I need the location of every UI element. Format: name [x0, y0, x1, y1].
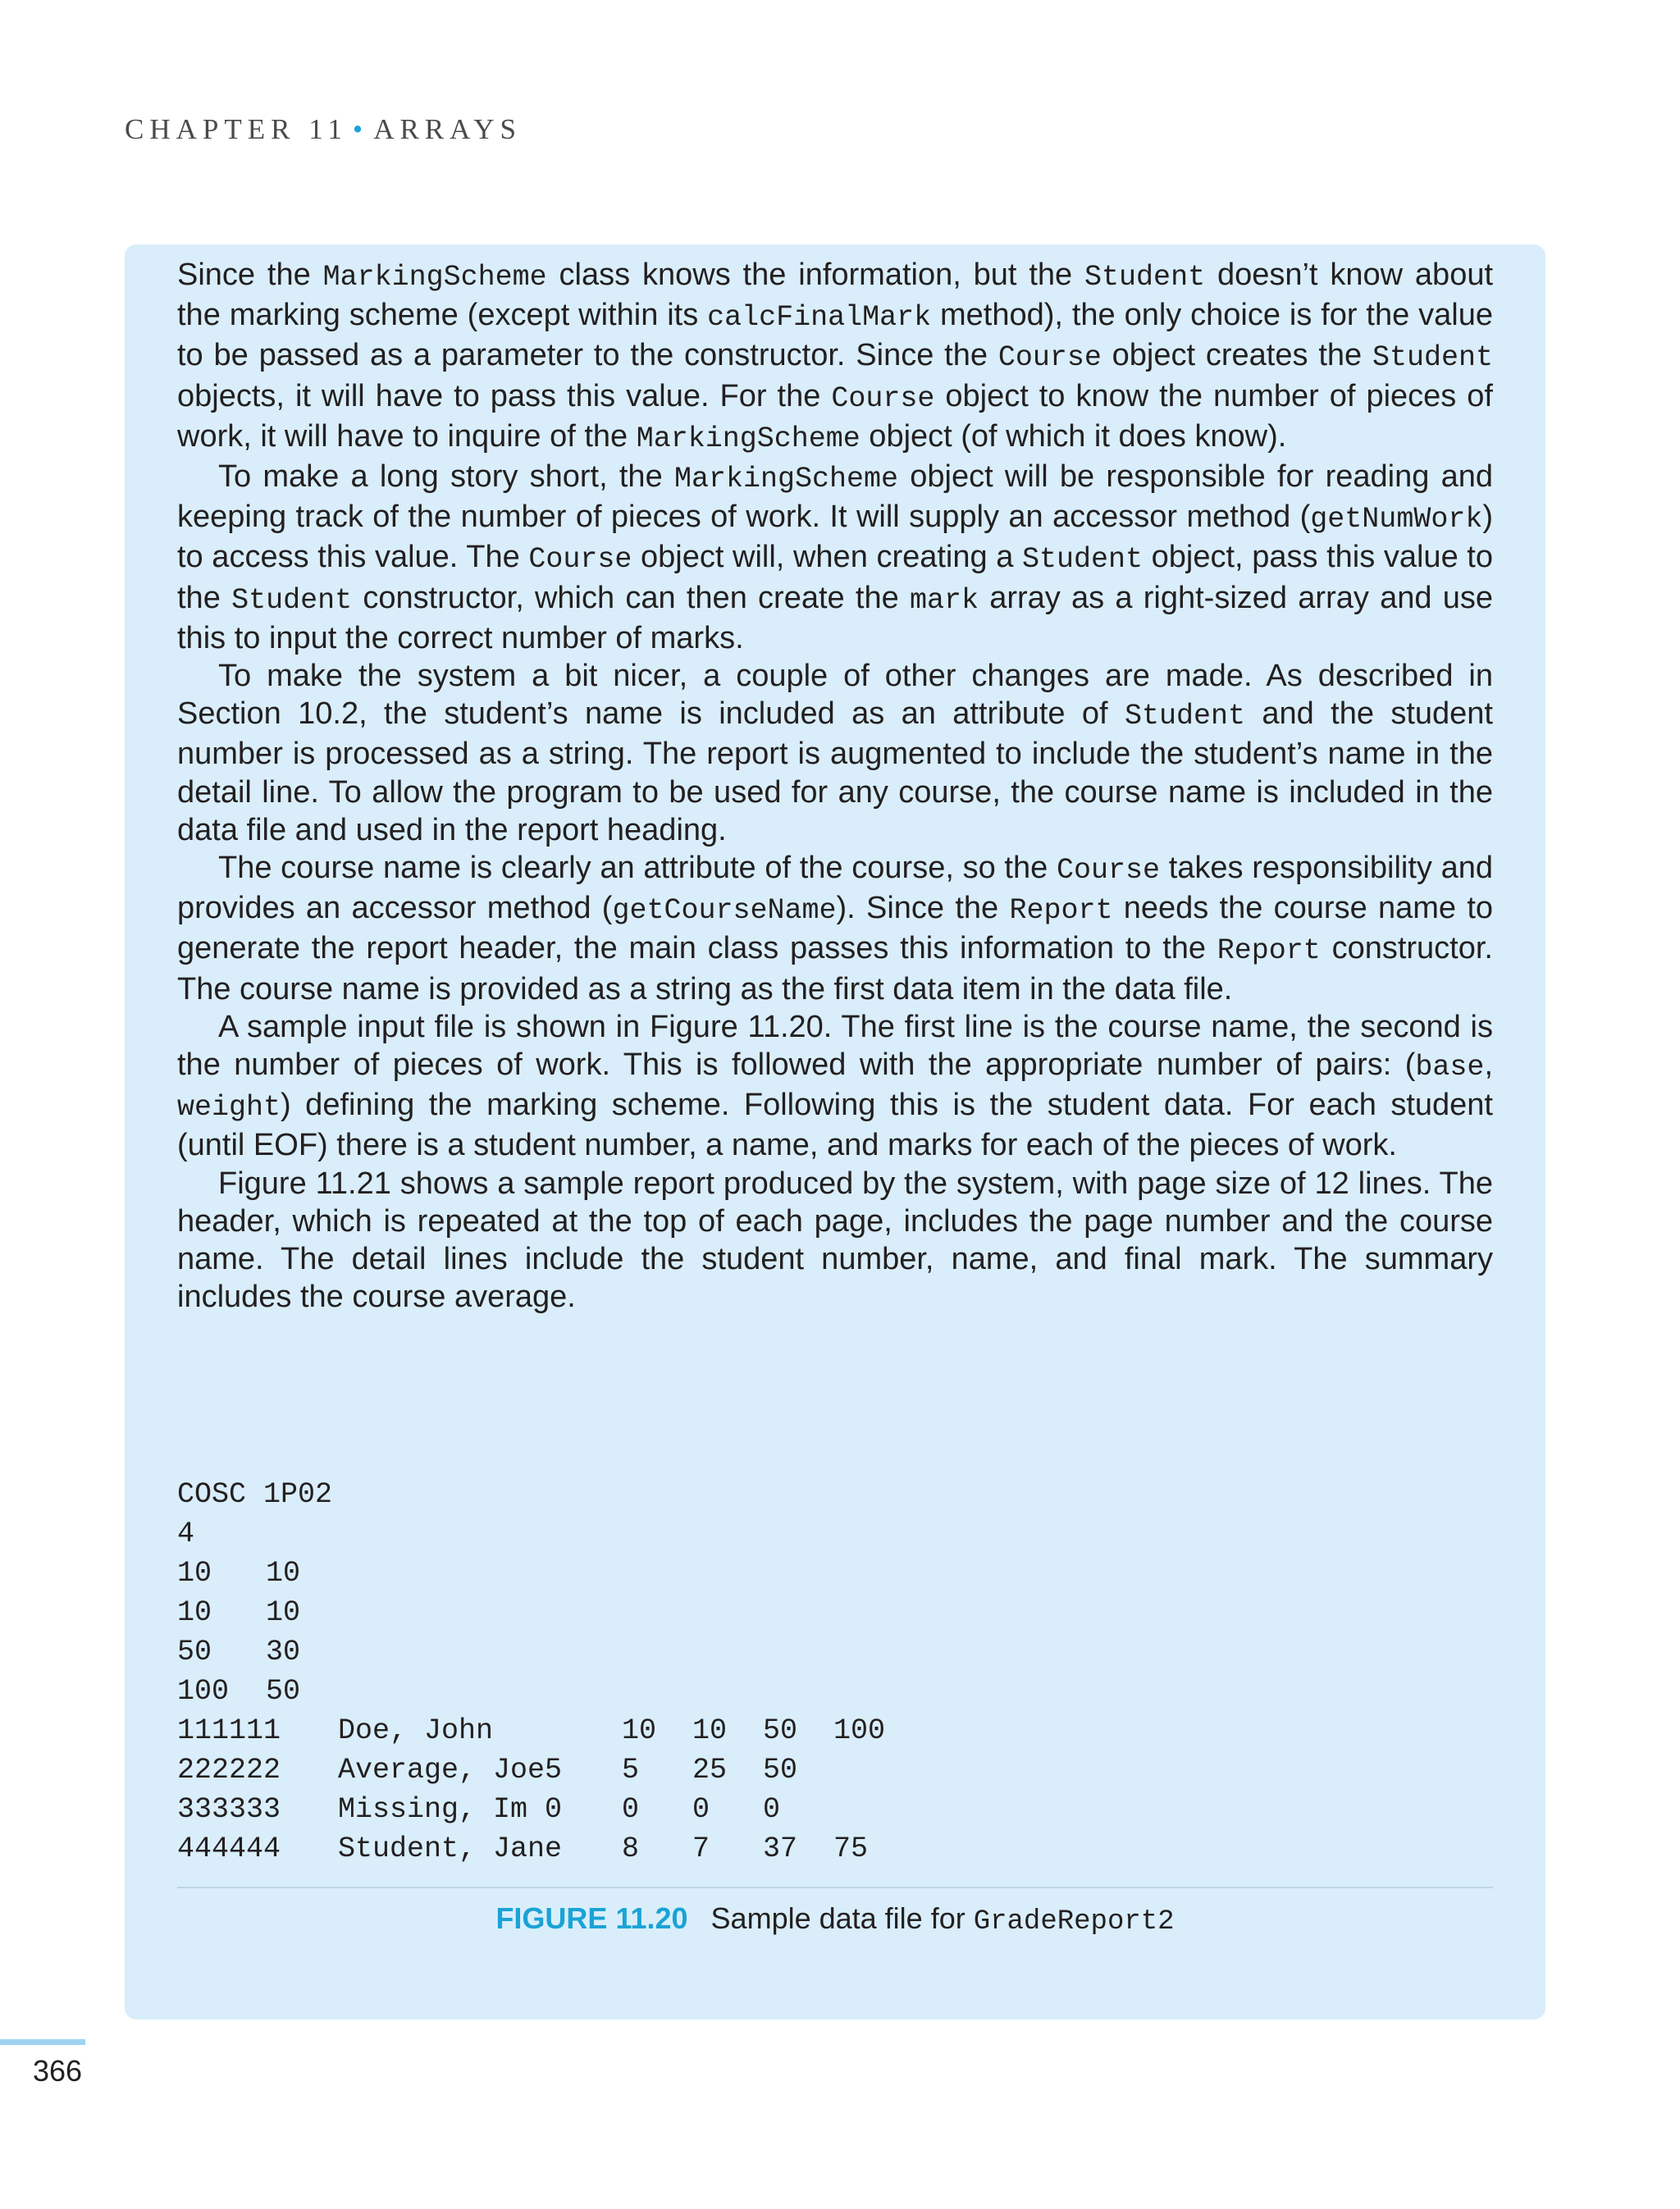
inline-code: Course [998, 341, 1102, 375]
body-text [177, 256, 1493, 1316]
student-name: Missing, Im 0 [338, 1793, 563, 1826]
inline-code: MarkingScheme [636, 422, 861, 455]
body-paragraph [177, 657, 1493, 849]
text-run: class knows the information, but the [546, 258, 1085, 292]
inline-code: Student [1084, 261, 1206, 294]
text-run: array as a right-sized array and use this to input the correct number of marks. [177, 580, 1493, 655]
text-run: constructor, which can then create the [352, 580, 910, 615]
text-run: object will, when creating a [632, 540, 1022, 575]
student-mark: 0 [622, 1793, 640, 1826]
text-run: To make the system a bit nicer, a couple of other changes are made. As described in Section 10.2, the student’s name is included as an attribute of [177, 659, 1493, 732]
text-run: ) to access this value. The [177, 500, 1493, 575]
student-mark: 0 [763, 1793, 781, 1826]
text-run: object to know the number of pieces of work, it will have to inquire of the [177, 378, 1493, 454]
inline-code: mark [909, 583, 979, 617]
student-mark: 7 [692, 1832, 710, 1865]
student-mark: 37 [763, 1832, 798, 1865]
data-line-student [177, 1750, 798, 1790]
text-run: Since the [177, 258, 323, 292]
text-run: , [1484, 1047, 1493, 1083]
data-line-scheme [177, 1672, 332, 1711]
text-run: object, pass this value to the [177, 540, 1494, 615]
figure-label: FIGURE 11.20 [495, 1901, 688, 1935]
scheme-weight: 10 [266, 1596, 301, 1629]
body-paragraph [177, 256, 1493, 458]
data-line-student [177, 1711, 886, 1750]
student-mark: 0 [692, 1793, 710, 1826]
text-run: ) defining the marking scheme. Following this is the student data. For each student (until EOF) there is a student number, a name, and marks for each of the pieces of work. [177, 1088, 1493, 1163]
student-mark: 10 [692, 1714, 728, 1747]
inline-code: calcFinalMark [707, 301, 932, 335]
student-name: Student, Jane [338, 1832, 563, 1865]
text-run: doesn’t know about the marking scheme (except within its [177, 258, 1494, 333]
student-mark: 5 [622, 1754, 640, 1787]
text-run: constructor. The course name is provided as a string as the first data item in the data file. [177, 931, 1493, 1006]
text-run: ). Since the [836, 891, 1010, 926]
text-run: object creates the [1101, 338, 1372, 373]
inline-code: Report [1009, 894, 1113, 928]
text-run: object (of which it does know). [860, 418, 1287, 454]
inline-code: Student [231, 583, 353, 617]
running-head [125, 113, 522, 146]
sample-data-file [177, 1475, 886, 1869]
scheme-base: 10 [177, 1557, 212, 1590]
text-run: object will be responsible for reading and keeping track of the number of pieces of work. It will supply an accessor method ( [177, 459, 1493, 535]
figure-caption-text: Sample data file for [710, 1901, 974, 1935]
text-run: needs the course name to generate the report header, the main class passes this information to the [177, 891, 1494, 966]
data-line-student [177, 1790, 781, 1829]
page-number-tab [0, 2039, 85, 2045]
inline-code: MarkingScheme [673, 463, 898, 496]
text-run: To make a long story short, the [218, 459, 674, 495]
inline-code: Student [1022, 543, 1144, 577]
chapter-title: ARRAYS [373, 113, 522, 145]
body-paragraph [177, 1165, 1493, 1317]
student-mark: 75 [833, 1832, 869, 1865]
student-mark: 8 [622, 1832, 640, 1865]
text-run: The course name is clearly an attribute of the course, so the [218, 851, 1057, 886]
inline-code: getCourseName [612, 894, 837, 928]
text-run: and the student number is processed as a string. The report is augmented to include the student’s name in the detail line. To allow the program to be used for any course, the course name is included in the data file and used in the report heading. [177, 696, 1493, 847]
student-name: Average, Joe5 [338, 1754, 563, 1787]
inline-code: Student [1372, 341, 1493, 375]
student-mark: 50 [763, 1714, 798, 1747]
student-mark: 100 [833, 1714, 886, 1747]
body-paragraph [177, 458, 1493, 657]
student-number: 111111 [177, 1714, 281, 1747]
inline-code: weight [177, 1091, 281, 1125]
caption-divider [177, 1887, 1493, 1888]
separator-dot: • [352, 113, 369, 145]
inline-code: Report [1217, 934, 1321, 968]
student-mark: 50 [763, 1754, 798, 1787]
chapter-label: CHAPTER 11 [125, 113, 348, 145]
data-line-student [177, 1829, 869, 1869]
inline-code: Course [528, 543, 632, 577]
scheme-weight: 30 [266, 1636, 301, 1668]
student-mark: 25 [692, 1754, 728, 1787]
data-line-num-work: 4 [177, 1518, 195, 1550]
inline-code: getNumWork [1310, 503, 1483, 536]
figure-caption-code: GradeReport2 [973, 1906, 1175, 1937]
student-number: 222222 [177, 1754, 281, 1787]
page-number: 366 [33, 2054, 83, 2088]
data-line-scheme [177, 1593, 332, 1632]
inline-code: Course [831, 381, 935, 415]
content-panel [125, 244, 1545, 2020]
text-run: method), the only choice is for the value to be passed as a parameter to the constructor. Since the [177, 298, 1493, 373]
scheme-weight: 50 [266, 1675, 301, 1708]
inline-code: base [1415, 1051, 1485, 1084]
data-line-scheme [177, 1554, 332, 1593]
body-paragraph [177, 849, 1493, 1008]
student-number: 333333 [177, 1793, 281, 1826]
text-run: A sample input file is shown in Figure 11.20. The first line is the course name, the second is the number of pieces of work. This is followed with the appropriate number of pairs: ( [177, 1009, 1493, 1083]
text-run: objects, it will have to pass this value. For the [177, 378, 832, 413]
student-name: Doe, John [338, 1714, 494, 1747]
inline-code: Student [1124, 700, 1246, 733]
data-line-course: COSC 1P02 [177, 1478, 333, 1511]
text-run: takes responsibility and provides an accessor method ( [177, 851, 1493, 926]
data-line-scheme [177, 1632, 332, 1672]
inline-code: Course [1056, 854, 1160, 888]
student-mark: 10 [622, 1714, 657, 1747]
scheme-base: 10 [177, 1596, 212, 1629]
inline-code: MarkingScheme [322, 261, 547, 294]
scheme-base: 100 [177, 1675, 230, 1708]
body-paragraph [177, 1008, 1493, 1165]
scheme-weight: 10 [266, 1557, 301, 1590]
text-run: Figure 11.21 shows a sample report produced by the system, with page size of 12 lines. The header, which is repeated at the top of each page, includes the page number and the course name. The detail lines include the student number, name, and final mark. The summary includes the course average. [177, 1166, 1493, 1315]
figure-caption [125, 1901, 1545, 1937]
student-number: 444444 [177, 1832, 281, 1865]
scheme-base: 50 [177, 1636, 212, 1668]
